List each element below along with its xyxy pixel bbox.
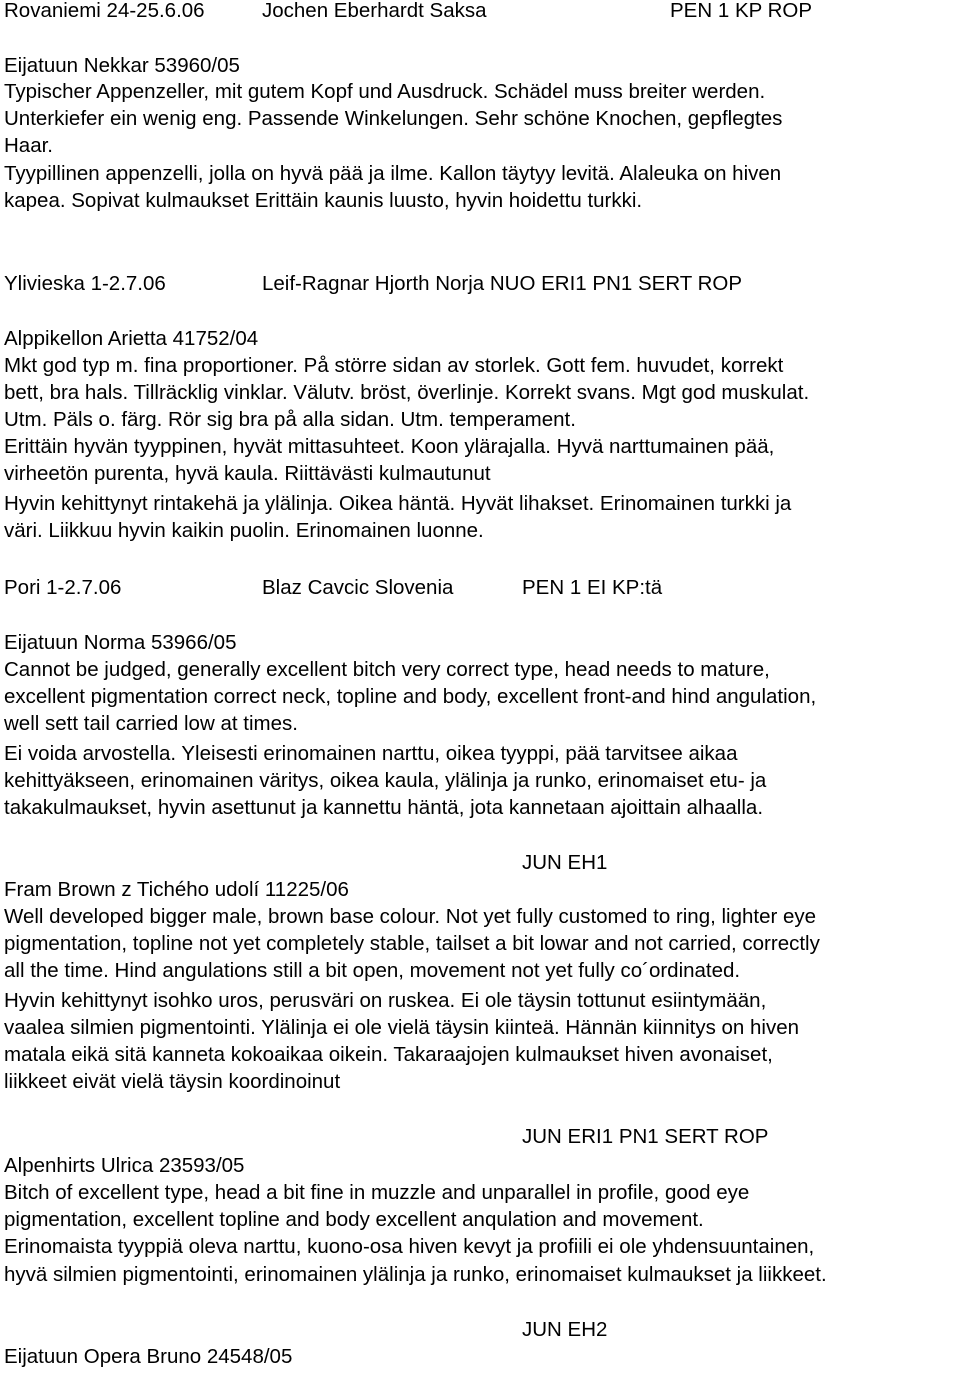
critique-line: takakulmaukset, hyvin asettunut ja kannettu häntä, jota kannetaan ajoittain alhaalla. [4, 796, 764, 819]
critique-line: Unterkiefer ein wenig eng. Passende Winkelungen. Sehr schöne Knochen, gepflegtes [4, 107, 783, 130]
critique-line: virheetön purenta, hyvä kaula. Riittävästi kulmautunut [4, 462, 491, 485]
critique-line: pigmentation, topline not yet completely stable, tailset a bit lowar and not carried, correctly [4, 932, 820, 955]
critique-line: well sett tail carried low at times. [4, 712, 298, 735]
dog-name: Alpenhirts Ulrica 23593/05 [4, 1154, 245, 1177]
critique-line: liikkeet eivät vielä täysin koordinoinut [4, 1070, 341, 1093]
critique-line: Typischer Appenzeller, mit gutem Kopf und Ausdruck. Schädel muss breiter werden. [4, 80, 766, 103]
critique-line: Well developed bigger male, brown base colour. Not yet fully customed to ring, lighter eye [4, 905, 817, 928]
critique-line: hyvä silmien pigmentointi, erinomainen ylälinja ja runko, erinomaiset kulmaukset ja liikkeet. [4, 1263, 827, 1286]
dog-name: Eijatuun Nekkar 53960/05 [4, 54, 240, 77]
critique-line: excellent pigmentation correct neck, topline and body, excellent front-and hind angulation, [4, 685, 817, 708]
dog-name: Eijatuun Opera Bruno 24548/05 [4, 1345, 293, 1368]
show-place: Pori 1-2.7.06 [4, 576, 122, 599]
critique-line: pigmentation, excellent topline and body excellent anqulation and movement. [4, 1208, 704, 1231]
show-place: Ylivieska 1-2.7.06 [4, 272, 166, 295]
dog-name: Eijatuun Norma 53966/05 [4, 631, 237, 654]
judge-name: Leif-Ragnar Hjorth Norja NUO ERI1 PN1 SERT ROP [262, 272, 743, 295]
critique-line: kapea. Sopivat kulmaukset Erittäin kaunis luusto, hyvin hoidettu turkki. [4, 189, 643, 212]
critique-line: Cannot be judged, generally excellent bitch very correct type, head needs to mature, [4, 658, 770, 681]
judge-name: Jochen Eberhardt Saksa [262, 0, 487, 22]
critique-line: Bitch of excellent type, head a bit fine in muzzle and unparallel in profile, good eye [4, 1181, 750, 1204]
critique-line: Haar. [4, 134, 53, 157]
judge-name: Blaz Cavcic Slovenia [262, 576, 454, 599]
show-place: Rovaniemi 24-25.6.06 [4, 0, 205, 22]
critique-line: Mkt god typ m. fina proportioner. På större sidan av storlek. Gott fem. huvudet, korrekt [4, 354, 784, 377]
critique-line: Erinomaista tyyppiä oleva narttu, kuono-osa hiven kevyt ja profiili ei ole yhdensuuntainen, [4, 1235, 815, 1258]
critique-line: Tyypillinen appenzelli, jolla on hyvä pää ja ilme. Kallon täytyy levitä. Alaleuka on hiven [4, 162, 782, 185]
critique-line: Ei voida arvostella. Yleisesti erinomainen narttu, oikea tyyppi, pää tarvitsee aikaa [4, 742, 738, 765]
dog-name: Fram Brown z Tichého udolí 11225/06 [4, 878, 349, 901]
award-text: JUN ERI1 PN1 SERT ROP [522, 1125, 769, 1148]
document-page [4, 0, 960, 1373]
critique-line: Utm. Päls o. färg. Rör sig bra på alla sidan. Utm. temperament. [4, 408, 576, 431]
critique-line: vaalea silmien pigmentointi. Ylälinja ei ole vielä täysin kiinteä. Hännän kiinnitys on hiven [4, 1016, 800, 1039]
critique-line: Hyvin kehittynyt rintakehä ja ylälinja. Oikea häntä. Hyvät lihakset. Erinomainen turkki ja [4, 492, 792, 515]
award-text: PEN 1 EI KP:tä [522, 576, 663, 599]
dog-name: Alppikellon Arietta 41752/04 [4, 327, 259, 350]
critique-line: matala eikä sitä kanneta kokoaikaa oikein. Takaraajojen kulmaukset hiven avonaiset, [4, 1043, 773, 1066]
award-text: JUN EH2 [522, 1318, 608, 1341]
award-text: PEN 1 KP ROP [670, 0, 813, 22]
critique-line: bett, bra hals. Tillräcklig vinklar. Välutv. bröst, överlinje. Korrekt svans. Mgt god muskulat. [4, 381, 810, 404]
critique-line: väri. Liikkuu hyvin kaikin puolin. Erinomainen luonne. [4, 519, 484, 542]
critique-line: Hyvin kehittynyt isohko uros, perusväri on ruskea. Ei ole täysin tottunut esiintymään, [4, 989, 767, 1012]
critique-line: all the time. Hind angulations still a bit open, movement not yet fully co´ordinated. [4, 959, 741, 982]
critique-line: kehittyäkseen, erinomainen väritys, oikea kaula, ylälinja ja runko, erinomaiset etu- ja [4, 769, 767, 792]
critique-line: Erittäin hyvän tyyppinen, hyvät mittasuhteet. Koon ylärajalla. Hyvä narttumainen pää, [4, 435, 775, 458]
award-text: JUN EH1 [522, 851, 608, 874]
